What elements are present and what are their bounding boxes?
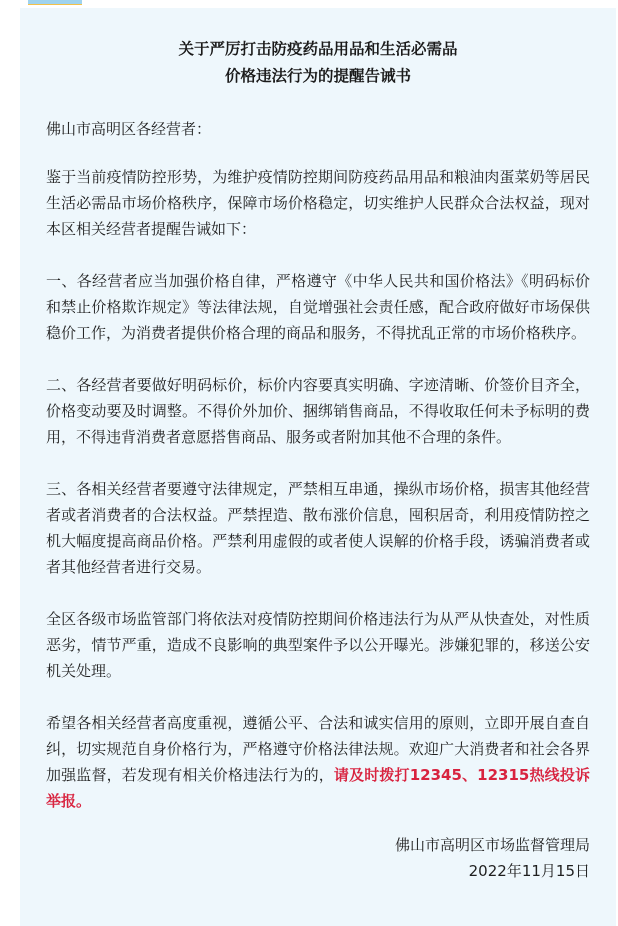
paragraph-enforcement: 全区各级市场监管部门将依法对疫情防控期间价格违法行为从严从快查处，对性质恶劣，情节严重，造成不良影响的典型案件予以公开曝光。涉嫌犯罪的，移送公安机关处理。 xyxy=(46,610,590,680)
paragraph-closing xyxy=(46,710,590,814)
greeting: 佛山市高明区各经营者： xyxy=(46,120,212,138)
paragraph-item-3: 三、各相关经营者要遵守法律规定，严禁相互串通，操纵市场价格，损害其他经营者或者消费者的合法权益。严禁捏造、散布涨价信息，囤积居奇，利用疫情防控之机大幅度提高商品价格。严禁利用虚假的或者使人误解的价格手段，诱骗消费者或者其他经营者进行交易。 xyxy=(46,480,590,576)
signature-org: 佛山市高明区市场监督管理局 xyxy=(394,836,590,854)
signature-block xyxy=(46,832,590,884)
paragraph-item-1: 一、各经营者应当加强价格自律，严格遵守《中华人民共和国价格法》《明码标价和禁止价格欺诈规定》等法律法规，自觉增强社会责任感，配合政府做好市场保供稳价工作，为消费者提供价格合理的商品和服务，不得扰乱正常的市场价格秩序。 xyxy=(46,272,590,342)
document-title xyxy=(46,36,590,90)
notice-card xyxy=(20,8,616,926)
paragraph-intro: 鉴于当前疫情防控形势，为维护疫情防控期间防疫药品用品和粮油肉蛋菜奶等居民生活必需品市场价格秩序，保障市场价格稳定，切实维护人民群众合法权益，现对本区相关经营者提醒告诫如下： xyxy=(46,168,590,238)
top-tab-marker xyxy=(28,0,82,5)
hotline-highlight: 请及时拨打12345、12315热线投诉举报。 xyxy=(46,766,590,810)
closing-text: 希望各相关经营者高度重视，遵循公平、合法和诚实信用的原则，立即开展自查自纠，切实规范自身价格行为，严格遵守价格法律法规。欢迎广大消费者和社会各界加强监督，若发现有相关价格违法行为的， xyxy=(46,714,590,784)
title-line-2: 价格违法行为的提醒告诫书 xyxy=(224,67,411,85)
signature-date: 2022年11月15日 xyxy=(468,862,590,880)
paragraph-item-2: 二、各经营者要做好明码标价，标价内容要真实明确、字迹清晰、价签价目齐全，价格变动要及时调整。不得价外加价、捆绑销售商品，不得收取任何未予标明的费用，不得违背消费者意愿搭售商品、服务或者附加其他不合理的条件。 xyxy=(46,376,590,446)
title-line-1: 关于严厉打击防疫药品用品和生活必需品 xyxy=(178,40,458,58)
